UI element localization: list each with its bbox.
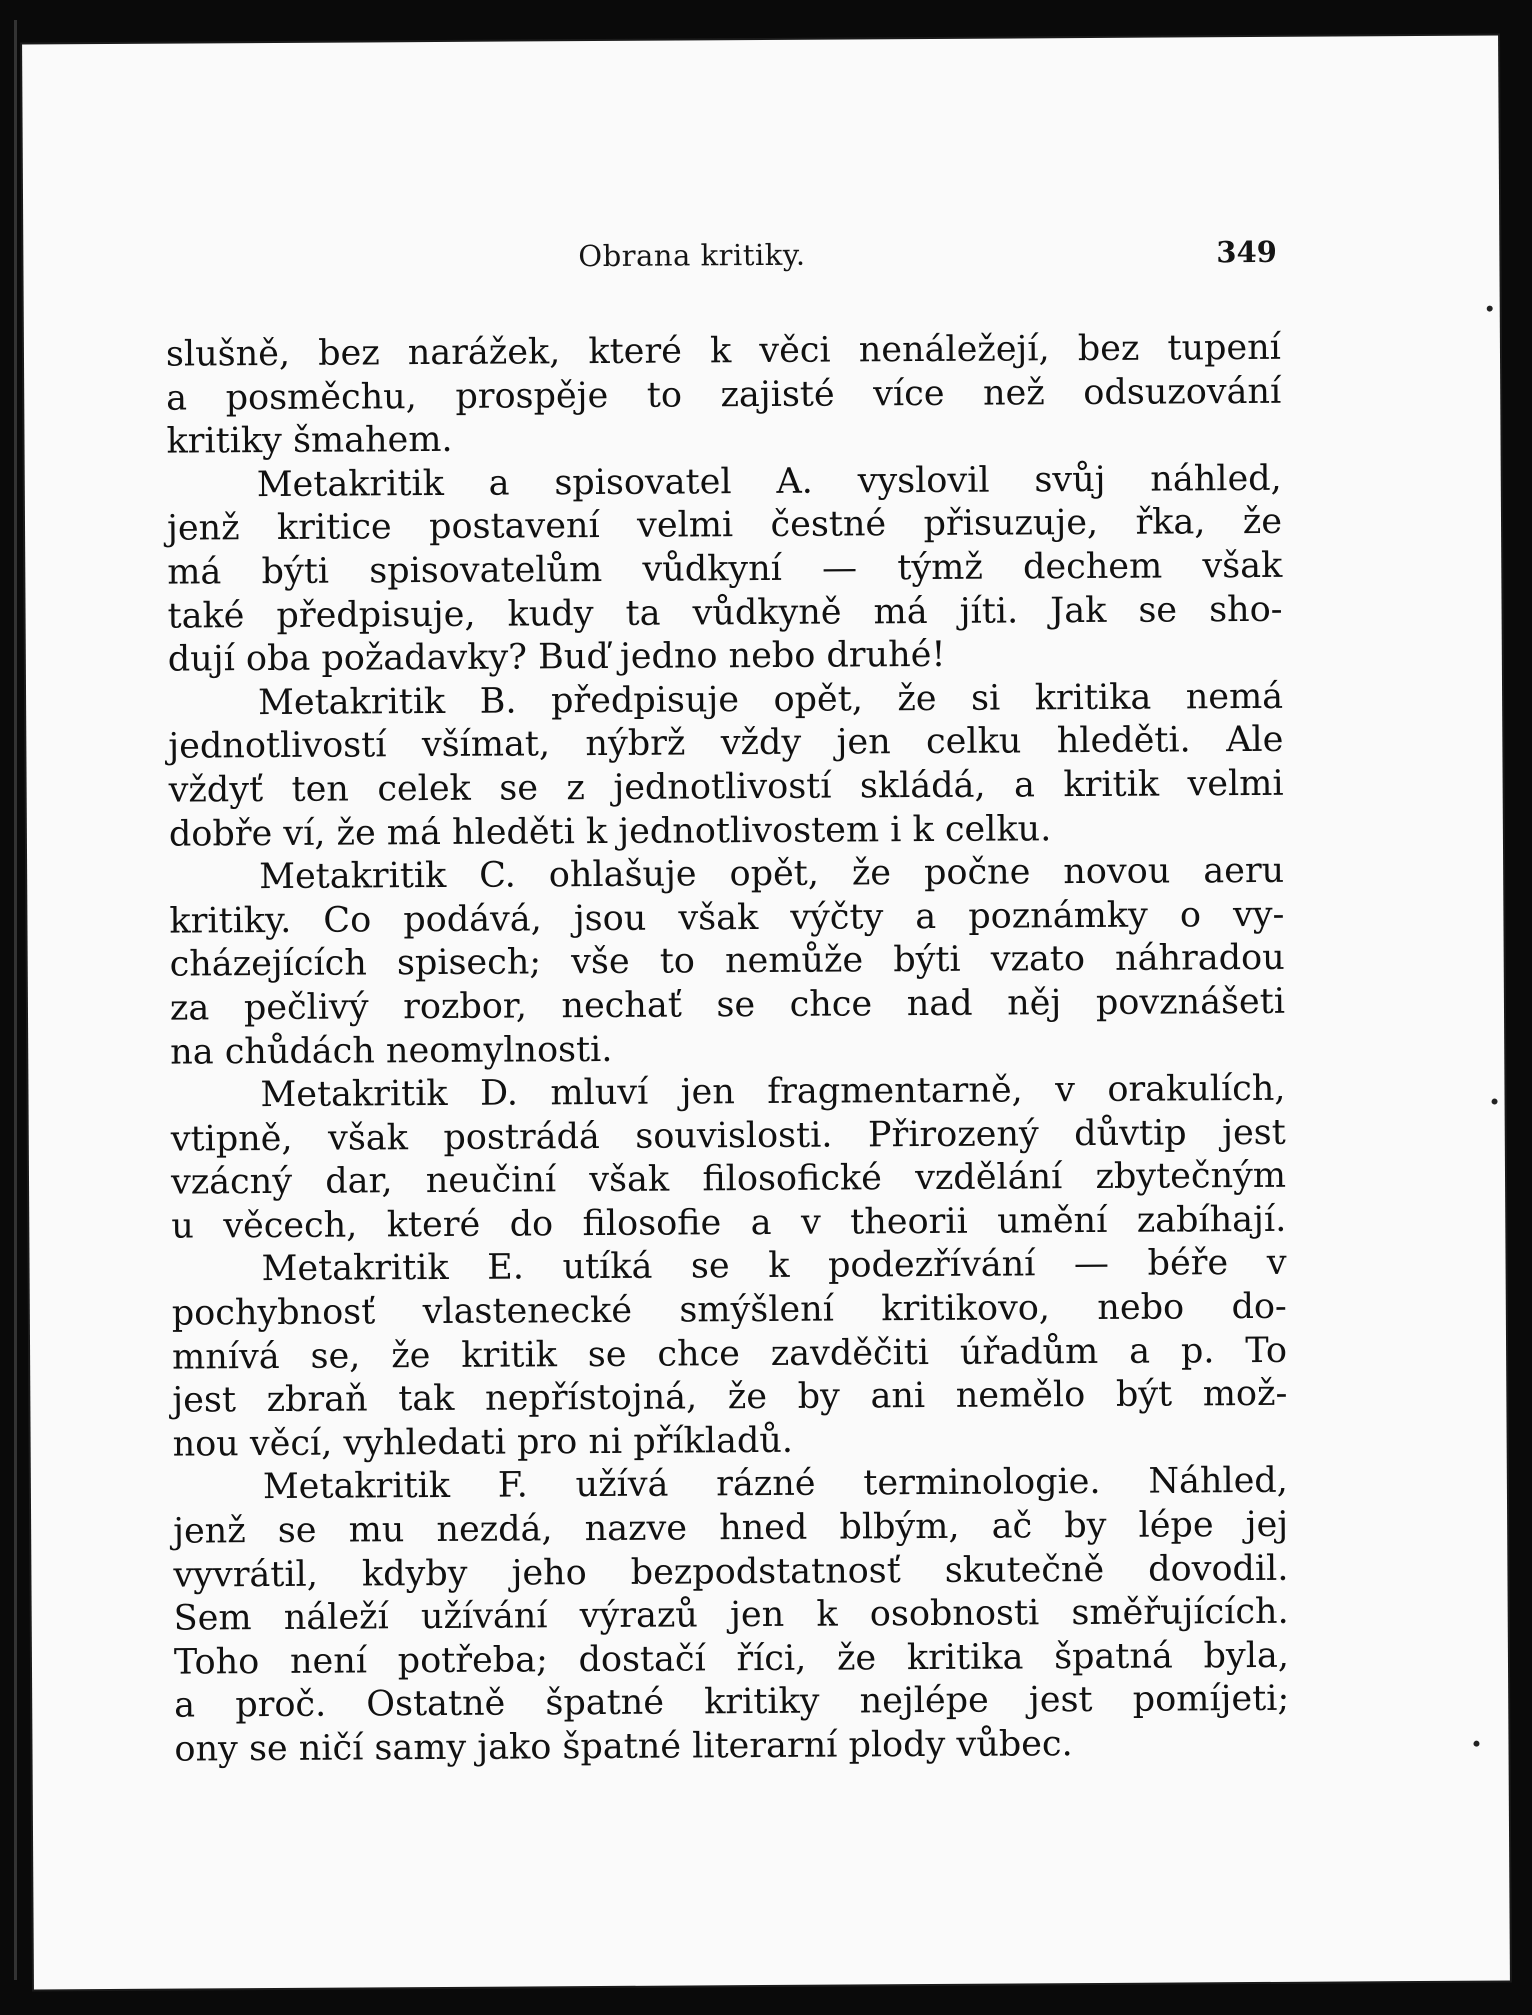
print-speck: [1487, 306, 1493, 312]
text-line: jest zbraň tak nepřístojná, že by ani nemělo být mož-: [172, 1374, 1288, 1421]
text-line: jenž se mu nezdá, nazve hned blbým, ač by lépe jej: [173, 1504, 1289, 1552]
text-line: Sem náleží užívání výrazů jen k osobnosti směřujících.: [173, 1592, 1289, 1639]
page-edge-shadow: [14, 20, 17, 1980]
text-line: a posměchu, prospěje to zajisté více než odsuzování: [166, 371, 1282, 419]
text-line: vždyť ten celek se z jednotlivostí skládá, a kritik velmi: [168, 763, 1284, 811]
text-line: pochybnosť vlastenecké smýšlení kritikovo, nebo do-: [171, 1286, 1287, 1334]
text-line: vtipně, však postrádá souvislosti. Přirozený důvtip jest: [170, 1112, 1286, 1160]
text-line: ony se ničí samy jako špatné literarní plody vůbec.: [174, 1724, 1073, 1770]
page-number: 349: [1216, 234, 1278, 270]
text-line: slušně, bez narážek, které k věci nenáležejí, bez tupení: [165, 327, 1282, 375]
text-line: cházejících spisech; vše to nemůže býti vzato náhradou: [169, 938, 1285, 985]
text-line: na chůdách neomylnosti.: [170, 1029, 613, 1073]
running-title: Obrana kritiky.: [578, 237, 806, 274]
text-line: dují oba požadavky? Buď jedno nebo druhé!: [167, 635, 946, 680]
text-line: vzácný dar, neučiní však filosofické vzdělání zbytečným: [170, 1156, 1287, 1203]
text-line: mnívá se, že kritik se chce zavděčiti úřadům a p. To: [171, 1330, 1288, 1378]
text-line: Metakritik C. ohlašuje opět, že počne novou aeru: [259, 850, 1285, 898]
text-line: dobře ví, že má hleděti k jednotlivostem i k celku.: [168, 808, 1052, 855]
text-line: vyvrátil, kdyby jeho bezpodstatnosť skutečně dovodil.: [173, 1548, 1289, 1596]
text-line: Metakritik F. užívá rázné terminologie. Náhled,: [262, 1461, 1288, 1508]
text-line: kritiky šmahem.: [166, 420, 453, 462]
text-line: nou věcí, vyhledati pro ni příkladů.: [172, 1420, 794, 1465]
text-line: kritiky. Co podává, jsou však výčty a poznámky o vy-: [169, 894, 1285, 942]
text-line: také předpisuje, kudy ta vůdkyně má jíti. Jak se sho-: [167, 589, 1283, 637]
page-header: [23, 234, 1499, 303]
book-page: [22, 36, 1510, 1990]
print-speck: [1492, 1099, 1498, 1105]
print-speck: [1473, 1741, 1479, 1747]
body-text: [166, 327, 1290, 1772]
text-line: Metakritik B. předpisuje opět, že si kritika nemá: [257, 676, 1284, 723]
text-line: Metakritik D. mluví jen fragmentarně, v orakulích,: [260, 1068, 1286, 1116]
text-line: jenž kritice postavení velmi čestné přisuzuje, řka, že: [166, 502, 1283, 550]
text-line: u věcech, které do filosofie a v theorii umění zabíhají.: [171, 1199, 1287, 1247]
text-line: má býti spisovatelům vůdkyní — týmž dechem však: [167, 545, 1283, 593]
text-line: za pečlivý rozbor, nechať se chce nad něj povznášeti: [169, 981, 1286, 1029]
text-line: Metakritik E. utíká se k podezřívání — béře v: [261, 1243, 1287, 1290]
text-line: Metakritik a spisovatel A. vyslovil svůj náhled,: [256, 458, 1282, 505]
text-line: Toho není potřeba; dostačí říci, že kritika špatná byla,: [173, 1635, 1290, 1683]
text-line: a proč. Ostatně špatné kritiky nejlépe jest pomíjeti;: [174, 1679, 1290, 1727]
text-line: jednotlivostí všímat, nýbrž vždy jen celku hleděti. Ale: [168, 720, 1284, 767]
